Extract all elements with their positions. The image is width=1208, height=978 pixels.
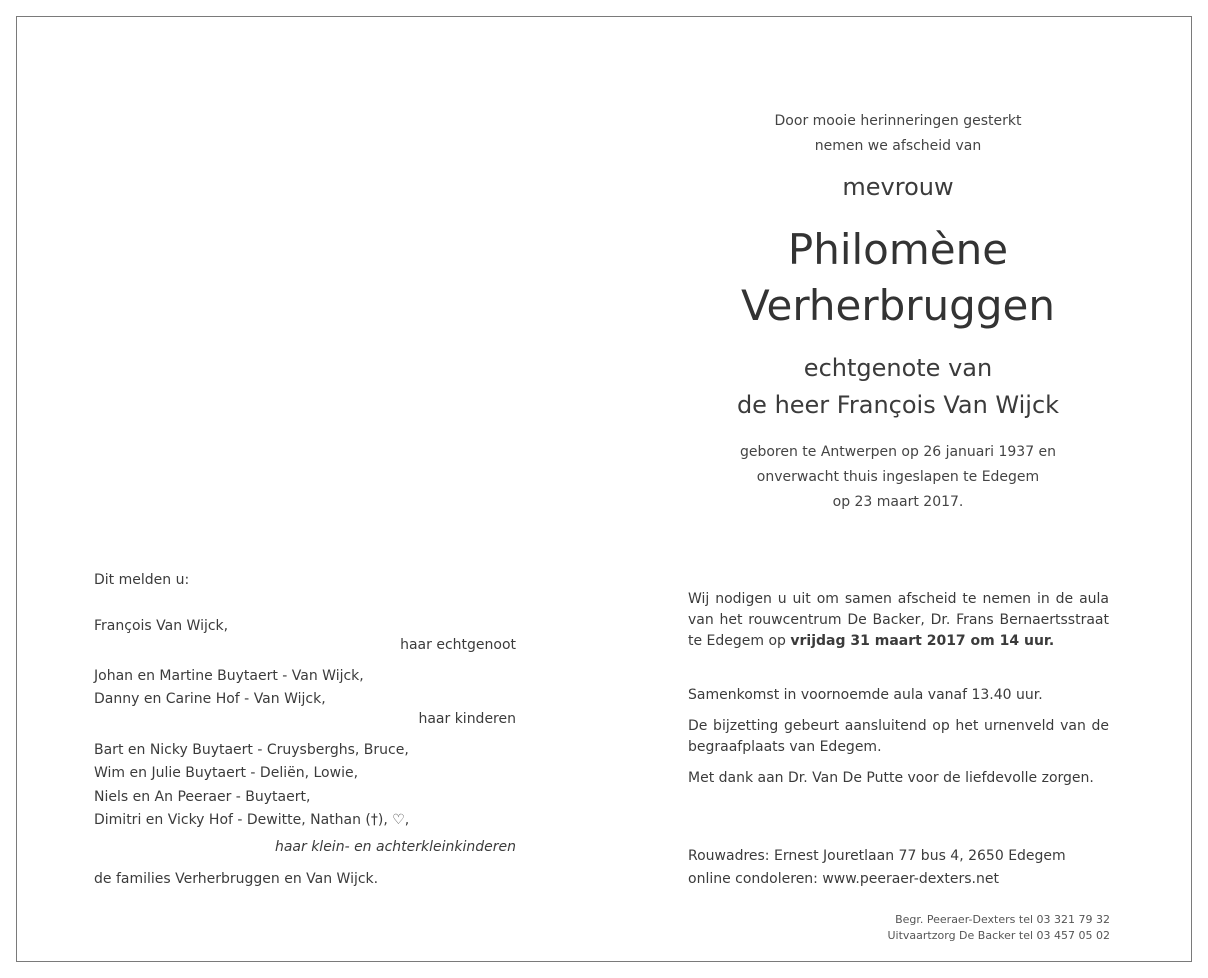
invitation-date: vrijdag 31 maart 2017 om 14 uur. [790, 633, 1055, 649]
funeral-services-footer [887, 912, 1110, 944]
child-entry-2: Danny en Carine Hof - Van Wijck, [94, 691, 326, 707]
child-entry-1: Johan en Martine Buytaert - Van Wijck, [94, 668, 364, 684]
husband-role: haar echtgenoot [400, 637, 516, 653]
born-line-1: geboren te Antwerpen op 26 januari 1937 en [739, 444, 1057, 460]
intro-text [688, 109, 1108, 159]
born-line-3: op 23 maart 2017. [832, 494, 964, 510]
gathering-paragraph: Samenkomst in voornoemde aula vanaf 13.40 uur. [688, 687, 1043, 703]
children-role: haar kinderen [418, 711, 516, 727]
grandchild-entry-4: Dimitri en Vicky Hof - Dewitte, Nathan (†), ♡, [94, 812, 410, 828]
family-intro: Dit melden u: [94, 572, 190, 588]
footer-line-2: Uitvaartzorg De Backer tel 03 457 05 02 [887, 929, 1110, 942]
grandchild-entry-1: Bart en Nicky Buytaert - Cruysberghs, Bruce, [94, 742, 409, 758]
invitation-text: Wij nodigen u uit om samen afscheid te nemen in de aula van het rouwcentrum De Backer, Dr. Frans Bernaertsstraat te Edegem op [688, 591, 1109, 649]
families-line: de families Verherbruggen en Van Wijck. [94, 871, 379, 887]
title-mevrouw: mevrouw [842, 173, 954, 201]
contact-info [688, 845, 1109, 891]
first-name: Philomène [787, 225, 1009, 274]
invitation-paragraph [688, 589, 1109, 652]
last-name: Verherbruggen [741, 281, 1055, 330]
grandchildren-role: haar klein- en achterkleinkinderen [274, 839, 516, 855]
footer-line-1: Begr. Peeraer-Dexters tel 03 321 79 32 [895, 913, 1110, 926]
husband-name: François Van Wijck, [94, 618, 229, 634]
spouse-line-2: de heer François Van Wijck [736, 391, 1060, 419]
intro-line-2: nemen we afscheid van [814, 138, 982, 154]
born-line-2: onverwacht thuis ingeslapen te Edegem [756, 469, 1040, 485]
online-condolences: online condoleren: www.peeraer-dexters.net [688, 871, 999, 887]
grandchild-entry-2: Wim en Julie Buytaert - Deliën, Lowie, [94, 765, 359, 781]
thanks-paragraph: Met dank aan Dr. Van De Putte voor de liefdevolle zorgen. [688, 770, 1094, 786]
spouse-line-1: echtgenote van [803, 354, 993, 382]
spouse-info [688, 350, 1108, 424]
burial-paragraph: De bijzetting gebeurt aansluitend op het urnenveld van de begraafplaats van Edegem. [688, 718, 1109, 755]
deceased-name [688, 222, 1108, 334]
grandchild-entry-3: Niels en An Peeraer - Buytaert, [94, 789, 311, 805]
birth-death-info [688, 440, 1108, 515]
intro-line-1: Door mooie herinneringen gesterkt [774, 113, 1022, 129]
mourning-address: Rouwadres: Ernest Jouretlaan 77 bus 4, 2650 Edegem [688, 848, 1066, 864]
